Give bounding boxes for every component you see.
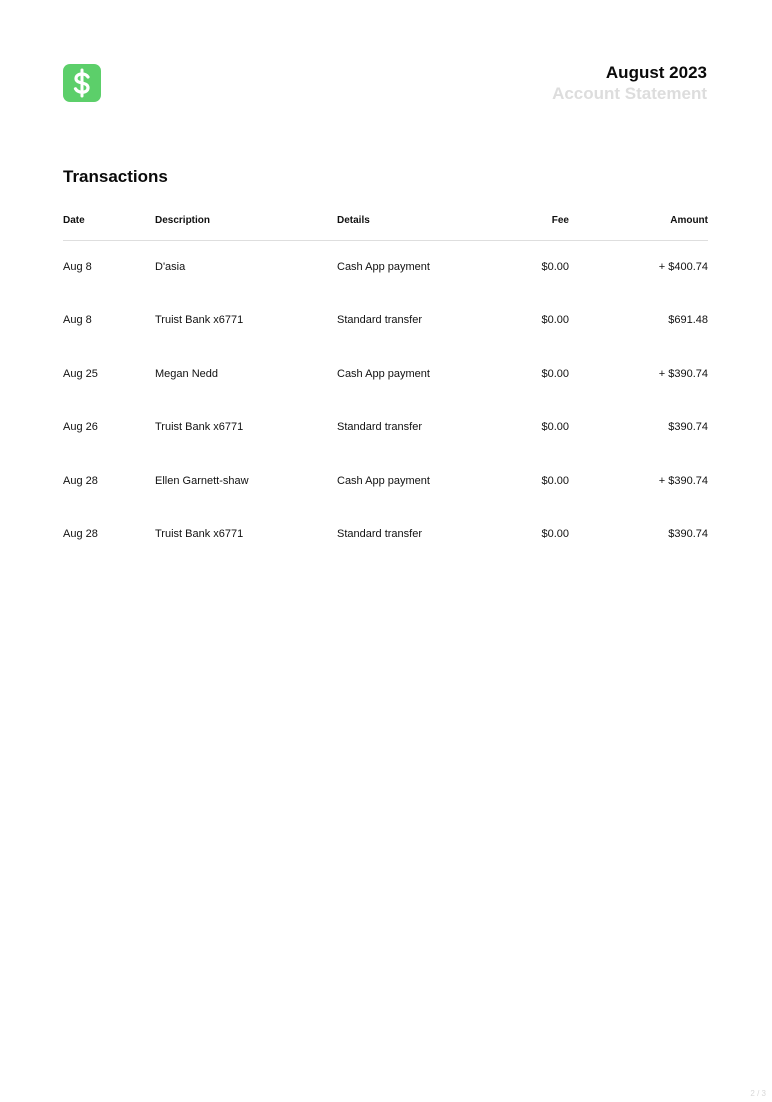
page-number: 2 / 3 bbox=[750, 1089, 766, 1098]
cell-description: Truist Bank x6771 bbox=[155, 527, 244, 540]
table-row bbox=[63, 508, 708, 561]
cell-description: Megan Nedd bbox=[155, 367, 218, 380]
cell-date: Aug 28 bbox=[63, 474, 98, 487]
cell-description: Truist Bank x6771 bbox=[155, 421, 244, 434]
dollar-sign-icon bbox=[71, 68, 93, 98]
cell-details: Standard transfer bbox=[337, 527, 422, 540]
table-row bbox=[63, 455, 708, 508]
table-row bbox=[63, 294, 708, 347]
cell-amount: $691.48 bbox=[668, 314, 708, 327]
cell-description: Ellen Garnett-shaw bbox=[155, 474, 249, 487]
cell-fee: $0.00 bbox=[541, 474, 569, 487]
cell-details: Cash App payment bbox=[337, 367, 430, 380]
column-header-date: Date bbox=[63, 215, 85, 226]
cell-details: Standard transfer bbox=[337, 421, 422, 434]
table-row bbox=[63, 348, 708, 401]
column-header-description: Description bbox=[155, 215, 211, 226]
column-header-fee: Fee bbox=[551, 215, 569, 226]
cell-description: D'asia bbox=[155, 261, 186, 273]
cell-date: Aug 26 bbox=[63, 421, 98, 434]
statement-subtitle: Account Statement bbox=[552, 84, 707, 103]
cell-fee: $0.00 bbox=[541, 314, 569, 327]
table-row bbox=[63, 241, 708, 294]
cell-amount: $390.74 bbox=[668, 527, 708, 540]
transactions-table bbox=[63, 212, 708, 561]
cell-details: Cash App payment bbox=[337, 474, 430, 487]
cell-fee: $0.00 bbox=[541, 261, 569, 273]
cell-fee: $0.00 bbox=[541, 421, 569, 434]
cell-description: Truist Bank x6771 bbox=[155, 314, 244, 327]
cash-app-logo bbox=[63, 64, 101, 102]
cell-date: Aug 25 bbox=[63, 367, 98, 380]
statement-header bbox=[552, 62, 707, 104]
cell-date: Aug 8 bbox=[63, 261, 92, 273]
cell-amount: + $390.74 bbox=[658, 367, 708, 380]
column-header-details: Details bbox=[337, 215, 370, 226]
table-row bbox=[63, 401, 708, 454]
cell-amount: $390.74 bbox=[668, 421, 708, 434]
cell-date: Aug 8 bbox=[63, 314, 92, 327]
transactions-title: Transactions bbox=[63, 167, 168, 186]
cell-fee: $0.00 bbox=[541, 367, 569, 380]
cell-details: Cash App payment bbox=[337, 261, 430, 273]
statement-month: August 2023 bbox=[605, 63, 707, 82]
column-header-amount: Amount bbox=[670, 215, 708, 226]
table-header bbox=[63, 212, 708, 241]
cell-fee: $0.00 bbox=[541, 527, 569, 540]
cell-amount: + $390.74 bbox=[658, 474, 708, 487]
cell-amount: + $400.74 bbox=[658, 261, 708, 273]
cell-date: Aug 28 bbox=[63, 527, 98, 540]
cell-details: Standard transfer bbox=[337, 314, 422, 327]
